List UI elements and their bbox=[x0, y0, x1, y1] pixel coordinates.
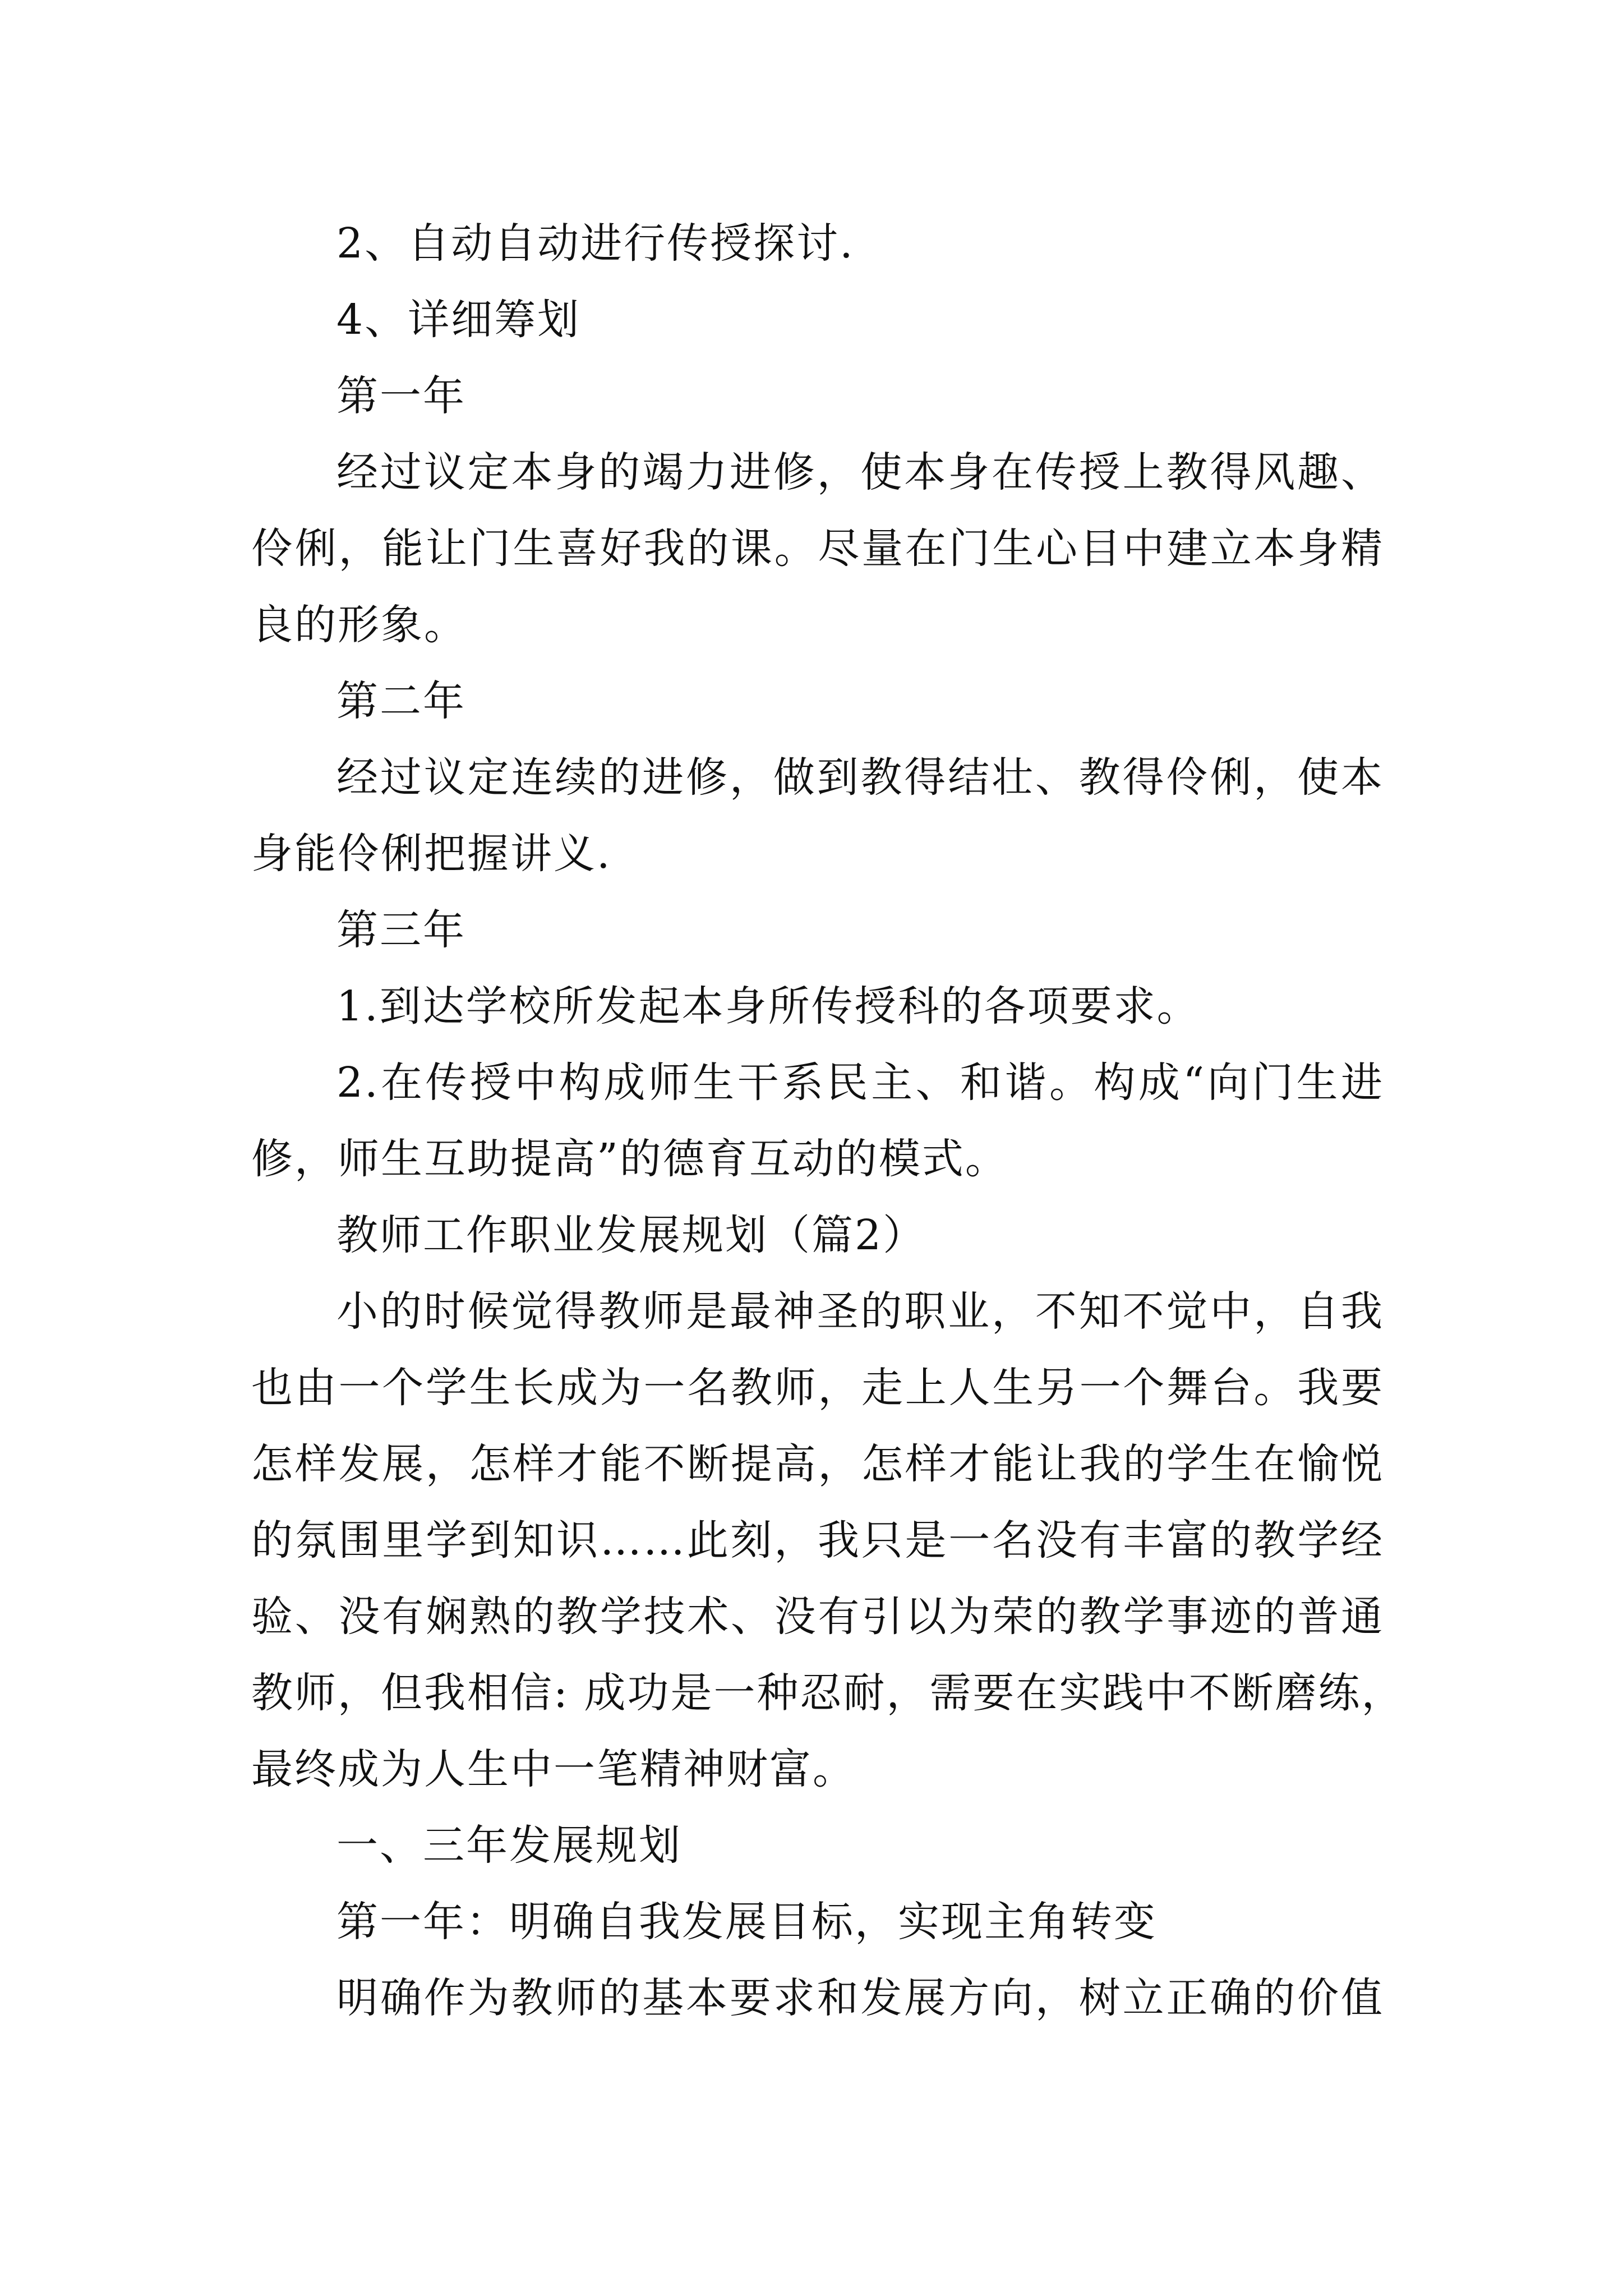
text-line-18: 的氛围里学到知识……此刻，我只是一名没有丰富的教学经 bbox=[251, 1516, 1384, 1565]
text-line-6: 良的形象。 bbox=[251, 601, 467, 649]
text-line-12: 2.在传授中构成师生干系民主、和谐。构成“向门生进 bbox=[336, 1059, 1384, 1107]
text-line-15: 小的时候觉得教师是最神圣的职业，不知不觉中，自我 bbox=[336, 1287, 1384, 1336]
text-line-17: 怎样发展，怎样才能不断提高，怎样才能让我的学生在愉悦 bbox=[251, 1440, 1384, 1488]
text-line-8: 经过议定连续的进修，做到教得结壮、教得伶俐，使本 bbox=[336, 753, 1384, 802]
text-line-11: 1.到达学校所发起本身所传授科的各项要求。 bbox=[336, 982, 1200, 1030]
text-line-4: 经过议定本身的竭力进修，使本身在传授上教得风趣、 bbox=[336, 448, 1384, 496]
text-line-19: 验、没有娴熟的教学技术、没有引以为荣的教学事迹的普通 bbox=[251, 1593, 1384, 1641]
text-line-24: 明确作为教师的基本要求和发展方向，树立正确的价值 bbox=[336, 1974, 1384, 2022]
text-line-1: 2、自动自动进行传授探讨. bbox=[336, 219, 855, 268]
text-line-7: 第二年 bbox=[336, 677, 466, 725]
text-line-20: 教师，但我相信: 成功是一种忍耐，需要在实践中不断磨练， bbox=[251, 1669, 1405, 1717]
text-line-10: 第三年 bbox=[336, 906, 466, 954]
text-line-13: 修，师生互助提高”的德育互动的模式。 bbox=[251, 1135, 1008, 1183]
text-line-9: 身能伶俐把握讲义. bbox=[251, 830, 612, 878]
text-line-22: 一、三年发展规划 bbox=[336, 1821, 682, 1870]
text-line-21: 最终成为人生中一笔精神财富。 bbox=[251, 1745, 856, 1793]
text-line-16: 也由一个学生长成为一名教师，走上人生另一个舞台。我要 bbox=[251, 1364, 1384, 1412]
text-line-2: 4、详细筹划 bbox=[336, 296, 581, 344]
text-line-23: 第一年：明确自我发展目标，实现主角转变 bbox=[336, 1898, 1157, 1946]
text-line-5: 伶俐，能让门生喜好我的课。尽量在门生心目中建立本身精 bbox=[251, 524, 1384, 573]
text-line-3: 第一年 bbox=[336, 372, 466, 420]
text-line-14: 教师工作职业发展规划（篇2） bbox=[336, 1211, 926, 1259]
